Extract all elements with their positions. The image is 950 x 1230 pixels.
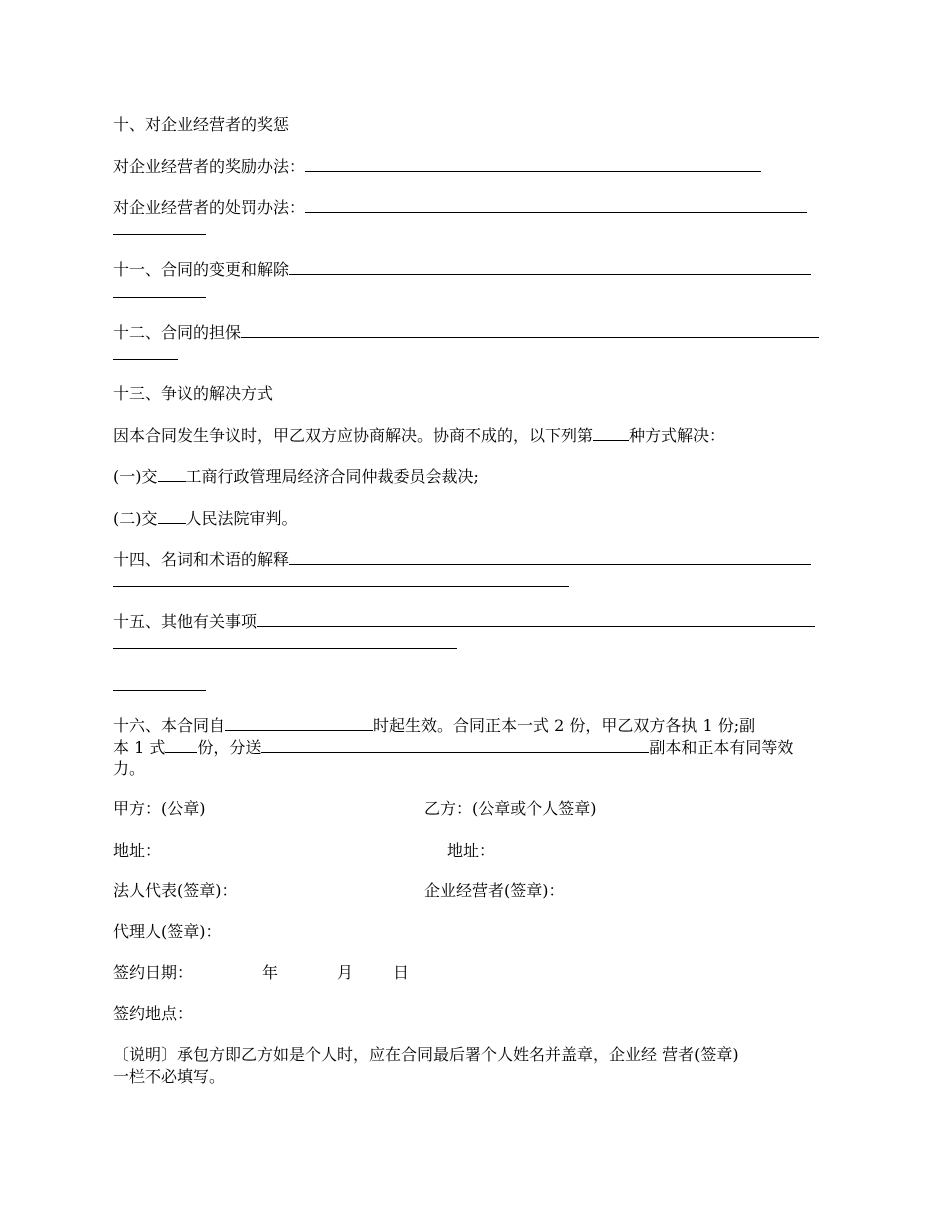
party-b-address-label: 地址： xyxy=(447,841,496,860)
option-2-text: 人民法院审判。 xyxy=(185,509,298,528)
effective-date-blank[interactable] xyxy=(225,714,373,731)
day-label: 日 xyxy=(393,963,410,982)
section-16-text-5: 副本和正本有同等效 xyxy=(649,738,794,757)
section-11-heading: 十一、合同的变更和解除 xyxy=(113,260,290,279)
legal-representative-label: 法人代表(签章)： xyxy=(113,881,238,900)
dispute-method-number-blank[interactable] xyxy=(593,424,629,441)
section-15-heading: 十五、其他有关事项 xyxy=(113,612,258,631)
penalty-method-row xyxy=(113,196,807,219)
option-2-blank[interactable] xyxy=(158,507,186,524)
section-12-blank[interactable] xyxy=(241,321,819,338)
section-11-row xyxy=(113,258,811,281)
copies-recipient-blank[interactable] xyxy=(261,736,649,753)
section-16-line-2 xyxy=(113,736,793,759)
section-14-row xyxy=(113,548,811,571)
section-12-blank-cont[interactable] xyxy=(113,359,178,360)
section-13-heading: 十三、争议的解决方式 xyxy=(113,384,274,403)
section-16-line-1 xyxy=(113,714,755,737)
dispute-intro-text: 因本合同发生争议时，甲乙双方应协商解决。协商不成的，以下列第 xyxy=(113,426,594,445)
section-15-blank-cont-2[interactable] xyxy=(113,690,206,691)
section-16-text-1: 十六、本合同自 xyxy=(113,716,226,735)
section-16-text-3: 本 1 式 xyxy=(113,738,166,757)
penalty-method-blank-cont[interactable] xyxy=(113,234,206,235)
section-14-heading: 十四、名词和术语的解释 xyxy=(113,550,290,569)
section-14-blank-cont[interactable] xyxy=(113,586,569,587)
copies-count-blank[interactable] xyxy=(165,736,197,753)
dispute-option-1 xyxy=(113,465,479,488)
section-10-heading: 十、对企业经营者的奖惩 xyxy=(113,115,290,134)
section-16-text-2: 时起生效。合同正本一式 2 份，甲乙双方各执 1 份;副 xyxy=(373,716,756,735)
agent-label: 代理人(签章)： xyxy=(113,922,222,941)
party-a-address-label: 地址： xyxy=(113,841,162,860)
option-1-blank[interactable] xyxy=(158,465,186,482)
reward-method-label: 对企业经营者的奖励办法： xyxy=(113,157,306,176)
dispute-option-2 xyxy=(113,507,298,530)
section-14-blank[interactable] xyxy=(289,548,811,565)
note-line-2: 一栏不必填写。 xyxy=(113,1067,226,1086)
section-11-blank-cont[interactable] xyxy=(113,297,206,298)
month-label: 月 xyxy=(337,963,354,982)
section-12-row xyxy=(113,321,819,344)
reward-method-row xyxy=(113,155,761,178)
section-12-heading: 十二、合同的担保 xyxy=(113,323,242,342)
penalty-method-label: 对企业经营者的处罚办法： xyxy=(113,198,306,217)
dispute-intro-row xyxy=(113,424,725,447)
year-label: 年 xyxy=(262,963,279,982)
option-1-text: 工商行政管理局经济合同仲裁委员会裁决; xyxy=(185,467,479,486)
section-16-text-6: 力。 xyxy=(113,759,146,778)
signing-place-label: 签约地点： xyxy=(113,1004,194,1023)
section-15-blank[interactable] xyxy=(257,610,815,627)
reward-method-blank[interactable] xyxy=(305,155,761,172)
party-b-label: 乙方：(公章或个人签章) xyxy=(424,799,597,818)
section-15-blank-cont[interactable] xyxy=(113,648,457,649)
section-16-text-4: 份，分送 xyxy=(197,738,262,757)
note-line-1: 〔说明〕承包方即乙方如是个人时，应在合同最后署个人姓名并盖章，企业经 营者(签章) xyxy=(113,1045,739,1064)
section-11-blank[interactable] xyxy=(289,258,811,275)
penalty-method-blank[interactable] xyxy=(305,196,807,213)
option-1-prefix: (一)交 xyxy=(113,467,158,486)
dispute-intro-text-end: 种方式解决： xyxy=(629,426,726,445)
party-a-label: 甲方：(公章) xyxy=(113,799,206,818)
business-operator-label: 企业经营者(签章)： xyxy=(424,881,565,900)
option-2-prefix: (二)交 xyxy=(113,509,158,528)
section-15-row xyxy=(113,610,815,633)
signing-date-label: 签约日期： xyxy=(113,963,194,982)
